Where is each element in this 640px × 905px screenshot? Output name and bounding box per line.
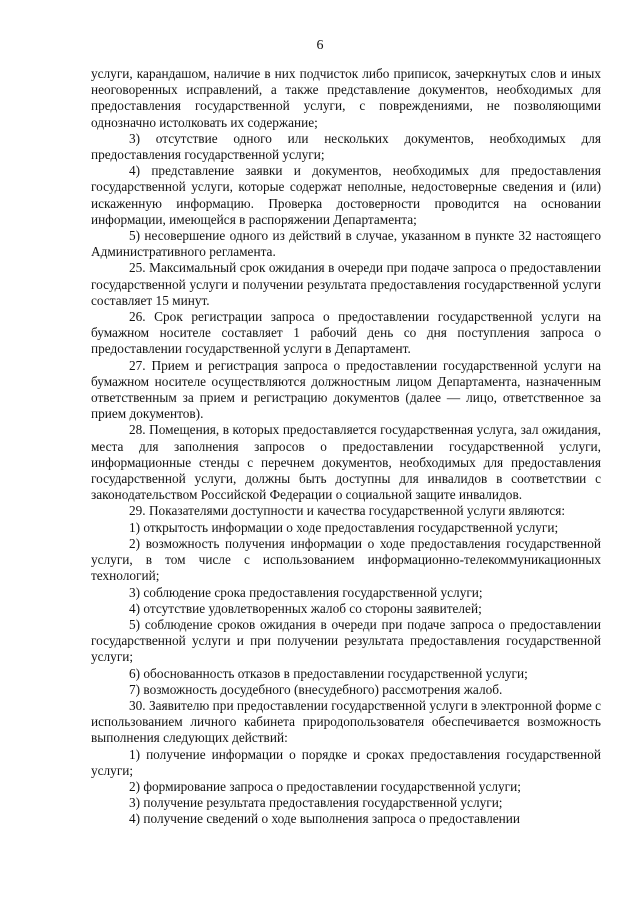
paragraph-clause-29-item-1: 1) открытость информации о ходе предоставления государственной услуги; xyxy=(129,519,559,535)
paragraph-clause-26: 26. Срок регистрации запроса о предоставлении государственной услуги на бумажном носителе составляет 1 рабочий день со дня поступления запроса о предоставлении государственной услуги в Департамент. xyxy=(91,309,601,357)
paragraph-clause-30-item-1: 1) получение информации о порядке и сроках предоставления государственной услуги; xyxy=(91,746,601,778)
page-number: 6 xyxy=(316,38,324,53)
paragraph-item-4: 4) представление заявки и документов, необходимых для предоставления государственной услуги, которые содержат неполные, недостоверные сведения и (или) искаженную информацию. Проверка достоверности проводится на основании информации, имеющейся в распоряжении Департамента; xyxy=(91,163,601,227)
paragraph-clause-29-item-2: 2) возможность получения информации о ходе предоставления государственной услуги, в том числе с использованием информационно-телекоммуникационных технологий; xyxy=(91,535,601,584)
paragraph-clause-30-item-3: 3) получение результата предоставления государственной услуги; xyxy=(129,795,503,811)
paragraph-clause-29-item-3: 3) соблюдение срока предоставления государственной услуги; xyxy=(129,584,483,600)
paragraph-clause-30: 30. Заявителю при предоставлении государственной услуги в электронной форме с использованием личного кабинета природопользователя обеспечивается возможность выполнения следующих действий: xyxy=(91,697,601,746)
paragraph-item-3: 3) отсутствие одного или нескольких документов, необходимых для предоставления государственной услуги; xyxy=(91,130,601,163)
document-body xyxy=(91,66,601,828)
paragraph-clause-29-item-7: 7) возможность досудебного (внесудебного) рассмотрения жалоб. xyxy=(129,681,503,697)
paragraph-clause-30-item-4: 4) получение сведений о ходе выполнения запроса о предоставлении xyxy=(129,811,520,827)
paragraph-clause-29-item-5: 5) соблюдение сроков ожидания в очереди при подаче запроса о предоставлении государственной услуги и при получении результата предоставления государственной услуги; xyxy=(91,616,601,665)
paragraph-clause-28: 28. Помещения, в которых предоставляется государственная услуга, зал ожидания, места для заполнения запросов о предоставлении государственной услуги, информационные стенды с перечнем документов, необходимых для предоставления государственной услуги, должны быть доступны для инвалидов в соответствии с законодательством Российской Федерации о социальной защите инвалидов. xyxy=(91,422,601,503)
paragraph-clause-27: 27. Прием и регистрация запроса о предоставлении государственной услуги на бумажном носителе осуществляются должностным лицом Департамента, назначенным ответственным за прием и регистрацию документов (далее — лицо, ответственное за прием документов). xyxy=(91,357,601,422)
paragraph-item-5: 5) несовершение одного из действий в случае, указанном в пункте 32 настоящего Административного регламента. xyxy=(91,228,601,260)
paragraph-clause-25: 25. Максимальный срок ожидания в очереди при подаче запроса о предоставлении государственной услуги и получении результата предоставления государственной услуги составляет 15 минут. xyxy=(91,260,601,308)
paragraph-clause-29-item-4: 4) отсутствие удовлетворенных жалоб со стороны заявителей; xyxy=(129,600,482,616)
paragraph-clause-30-item-2: 2) формирование запроса о предоставлении государственной услуги; xyxy=(129,778,521,794)
paragraph-continuation: услуги, карандашом, наличие в них подчисток либо приписок, зачеркнутых слов и иных неоговоренных исправлений, а также представление документов, необходимых для предоставления государственной услуги, с повреждениями, не позволяющими однозначно истолковать их содержание; xyxy=(91,66,601,130)
paragraph-clause-29-item-6: 6) обоснованность отказов в предоставлении государственной услуги; xyxy=(129,665,528,681)
paragraph-clause-29: 29. Показателями доступности и качества государственной услуги являются: xyxy=(129,503,566,519)
